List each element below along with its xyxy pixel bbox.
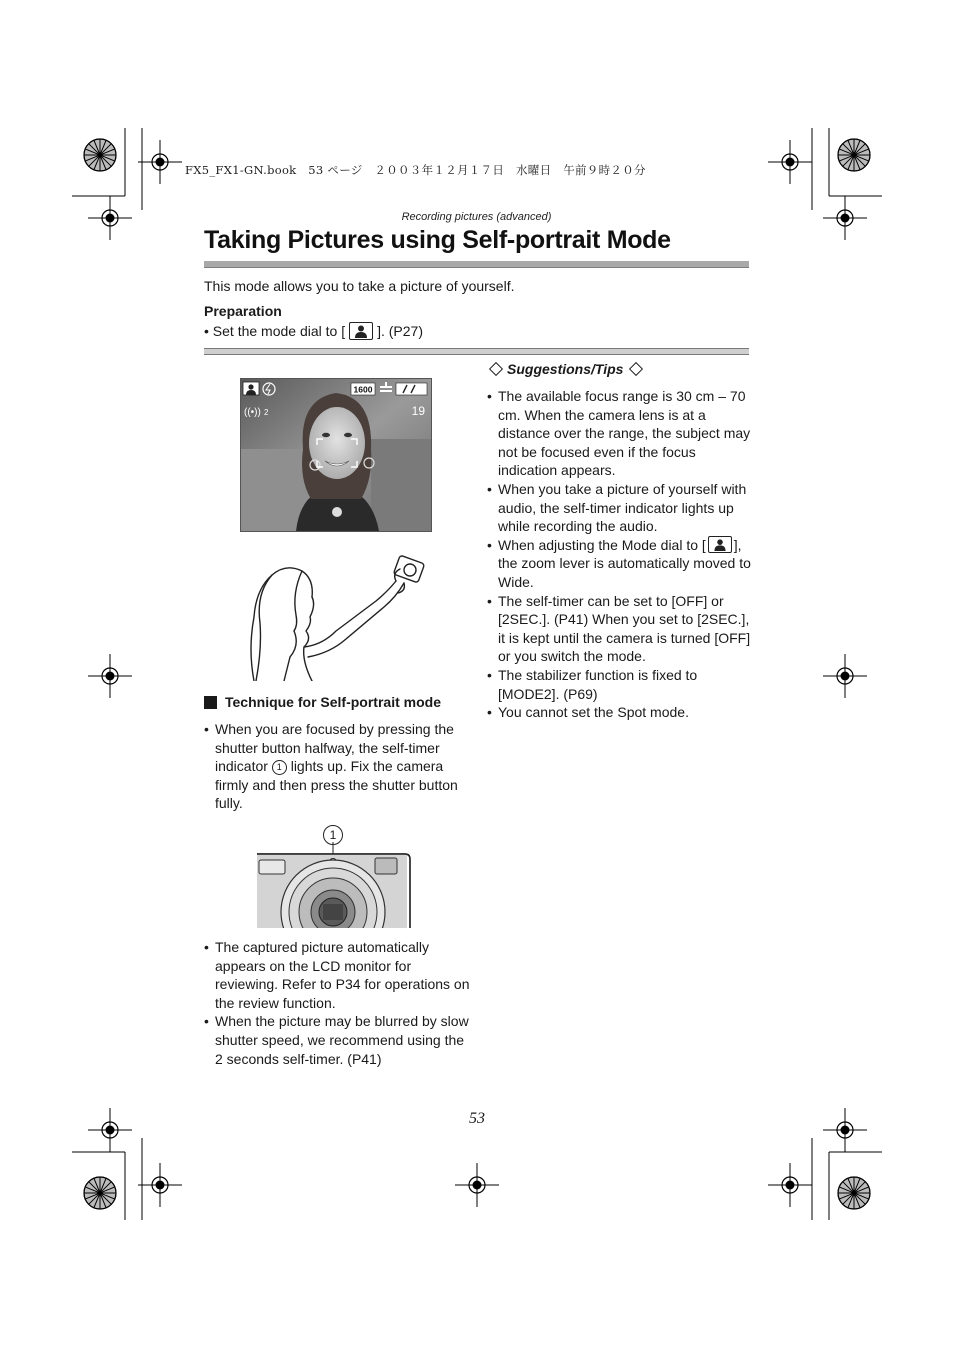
self-portrait-illustration	[246, 553, 430, 681]
technique-bullet1-text-b: lights up. Fix the camera firmly and then press the shutter button fully.	[215, 758, 458, 812]
page-number: 53	[469, 1110, 485, 1127]
page-title: Taking Pictures using Self-portrait Mode	[204, 226, 671, 254]
self-timer-indicator-callout: 1	[323, 825, 343, 845]
print-header: FX5_FX1-GN.book 53 ページ ２００３年１２月１７日 水曜日 午前９時２０分	[185, 163, 646, 177]
technique-list-continued	[204, 938, 470, 1068]
lcd-screen-photo	[240, 378, 432, 532]
diamond-icon	[629, 362, 643, 376]
diamond-icon	[489, 362, 503, 376]
osd-stabilizer: 2	[264, 408, 269, 417]
technique-heading	[204, 694, 441, 710]
osd-resolution: 1600	[353, 384, 373, 395]
running-head: Recording pictures (advanced)	[401, 211, 552, 223]
tips-bullet3-text-a: When adjusting the Mode dial to [	[498, 536, 706, 553]
list-item: • The self-timer can be set to [OFF] or [2SEC.]. (P41) When you set to [2SEC.], it is kept until the camera is turned [OFF] or you switch the mode.	[487, 592, 753, 666]
technique-heading-text: Technique for Self-portrait mode	[225, 694, 441, 710]
section-divider	[204, 348, 749, 355]
intro-text: This mode allows you to take a picture of yourself.	[204, 278, 515, 294]
list-item: • When you take a picture of yourself with audio, the self-timer indicator lights up while recording the audio.	[487, 480, 753, 536]
list-item: • The captured picture automatically appears on the LCD monitor for reviewing. Refer to P34 for operations on the review function.	[204, 938, 470, 1012]
osd-audio-icon: ((•))	[244, 407, 261, 418]
list-item: • The available focus range is 30 cm – 70 cm. When the camera lens is at a distance over the range, the subject may not be focused even if the focus indication appears.	[487, 387, 753, 480]
preparation-text-before: • Set the mode dial to [	[204, 323, 346, 339]
tips-list	[487, 387, 753, 722]
portrait-photo-image	[241, 379, 431, 531]
preparation-heading: Preparation	[204, 303, 282, 319]
osd-shots-remaining: 19	[411, 404, 425, 418]
list-item	[204, 720, 470, 813]
list-item	[487, 536, 753, 592]
tips-heading-text: Suggestions/Tips	[507, 361, 624, 377]
technique-bullet1-text-a: When you are focused by pressing the shutter button halfway, the self-timer indicator	[215, 721, 454, 775]
tips-bullet3-text-b: ], the zoom lever is automatically moved to Wide.	[498, 536, 751, 590]
list-item: • You cannot set the Spot mode.	[487, 703, 753, 722]
preparation-line	[204, 322, 423, 340]
self-portrait-mode-icon	[349, 322, 373, 340]
section-square-icon	[204, 696, 217, 709]
indicator-number-circle: 1	[272, 760, 287, 775]
preparation-text-after: ]. (P27)	[377, 323, 423, 339]
tips-heading	[487, 361, 647, 377]
title-rule	[204, 261, 749, 268]
camera-front-illustration	[257, 842, 412, 929]
technique-list	[204, 720, 470, 813]
list-item: • When the picture may be blurred by slow shutter speed, we recommend using the 2 seconds self-timer. (P41)	[204, 1012, 470, 1068]
self-portrait-mode-icon	[708, 536, 732, 553]
list-item: • The stabilizer function is fixed to [MODE2]. (P69)	[487, 666, 753, 703]
